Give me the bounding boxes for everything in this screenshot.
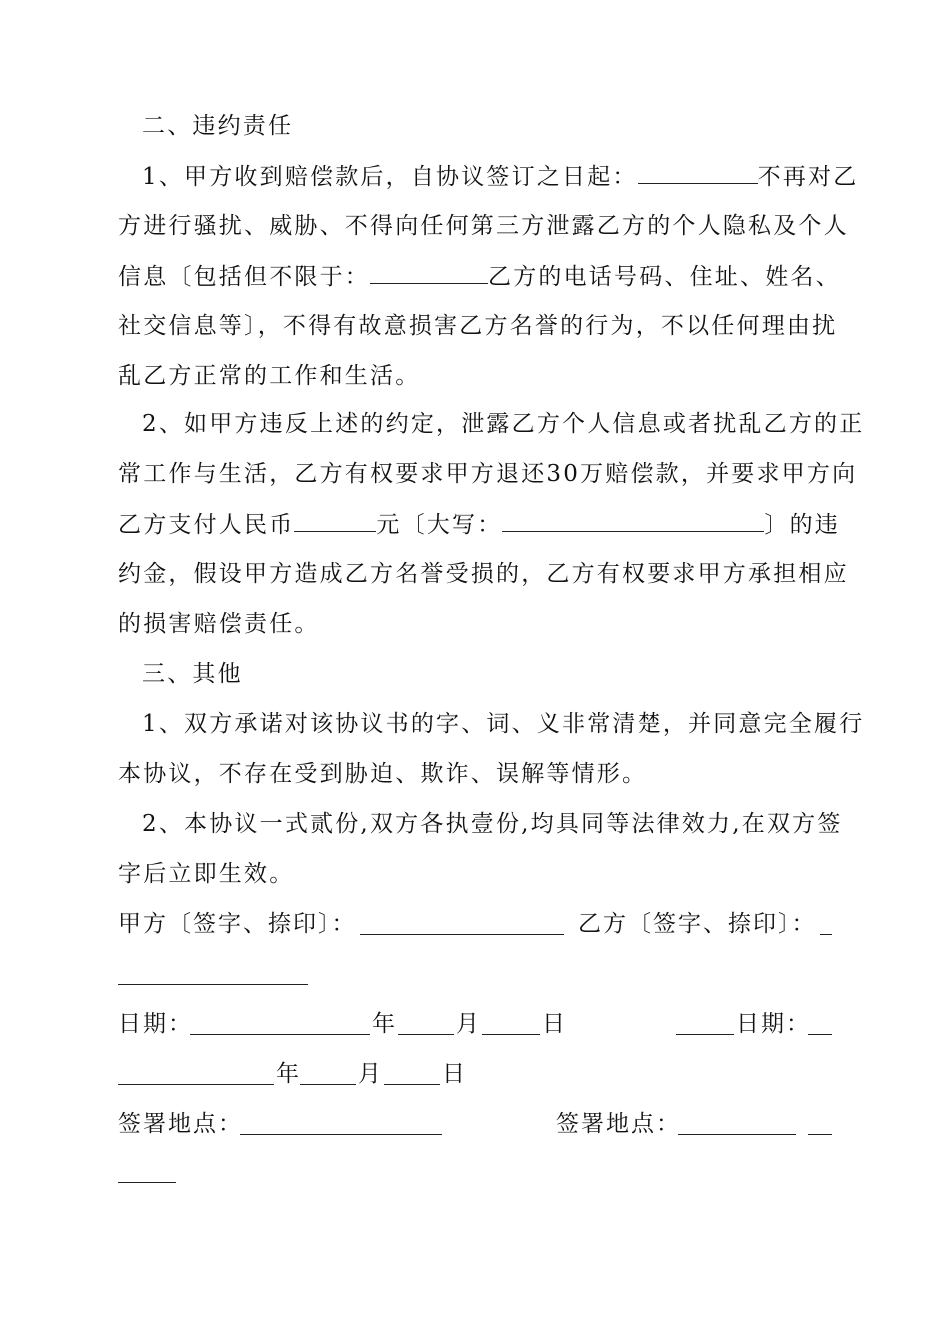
party-b-year-label: 年 — [276, 1061, 301, 1087]
breach-clause1-line4: 社交信息等〕，不得有故意损害乙方名誉的行为，不以任何理由扰 — [118, 313, 838, 339]
party-b-day-blank — [384, 1084, 440, 1085]
other-clause2-line1: 2、本协议一式贰份,双方各执壹份,均具同等法律效力,在双方签 — [142, 811, 843, 837]
party-a-year-label: 年 — [372, 1011, 397, 1037]
party-a-place-label: 签署地点： — [118, 1111, 243, 1137]
other-clause2-line2: 字后立即生效。 — [118, 861, 295, 887]
party-b-month-label: 月 — [358, 1061, 383, 1087]
party-b-place-blank-wrap — [118, 1182, 176, 1183]
blank-field — [370, 261, 488, 284]
breach-clause1-line5: 乱乙方正常的工作和生活。 — [118, 363, 421, 389]
text: 乙方的电话号码、住址、姓名、 — [488, 264, 841, 290]
text: 乙方支付人民币 — [118, 512, 295, 538]
party-a-date-label: 日期： — [118, 1011, 193, 1037]
party-b-place-label: 签署地点： — [556, 1111, 681, 1137]
party-a-day-blank — [482, 1034, 540, 1035]
party-b-day-label: 日 — [442, 1061, 467, 1087]
party-b-date-prefix-blank — [676, 1034, 734, 1035]
text: 元〔大写： — [376, 512, 503, 538]
party-a-month-blank — [398, 1034, 454, 1035]
text: 不再对乙 — [757, 164, 859, 190]
party-a-year-blank — [190, 1034, 370, 1035]
section-heading-other: 三、其他 — [142, 661, 243, 687]
party-b-month-blank — [300, 1084, 356, 1085]
party-b-signature-blank-start — [820, 934, 832, 935]
breach-clause1-line2: 方进行骚扰、威胁、不得向任何第三方泄露乙方的个人隐私及个人 — [118, 213, 849, 239]
text: 1、甲方收到赔偿款后，自协议签订之日起： — [142, 164, 638, 190]
party-a-signature-label: 甲方〔签字、捺印〕： — [118, 911, 357, 937]
blank-field — [638, 161, 758, 184]
party-b-date-label: 日期： — [736, 1011, 811, 1037]
breach-clause2-line1: 2、如甲方违反上述的约定，泄露乙方个人信息或者扰乱乙方的正 — [142, 411, 865, 437]
party-b-signature-label: 乙方〔签字、捺印〕： — [578, 911, 817, 937]
section-heading-breach: 二、违约责任 — [142, 113, 294, 139]
party-a-signature-blank — [360, 934, 564, 935]
text: 信息〔包括但不限于： — [118, 264, 370, 290]
breach-clause1-line1 — [142, 161, 859, 191]
blank-field — [294, 509, 376, 532]
party-b-place-blank — [678, 1134, 796, 1135]
other-clause1-line2: 本协议，不存在受到胁迫、欺诈、误解等情形。 — [118, 761, 648, 787]
blank-field — [502, 509, 764, 532]
party-a-day-label: 日 — [542, 1011, 567, 1037]
party-a-month-label: 月 — [456, 1011, 481, 1037]
party-b-signature-blank-cont — [118, 984, 308, 985]
party-b-year-blank — [118, 1084, 274, 1085]
text: 〕的违 — [764, 512, 841, 538]
breach-clause2-line2: 常工作与生活，乙方有权要求甲方退还30万赔偿款，并要求甲方向 — [118, 461, 858, 487]
party-a-place-blank — [240, 1134, 442, 1135]
breach-clause2-line5: 的损害赔偿责任。 — [118, 611, 320, 637]
party-b-year-blank-start — [808, 1034, 832, 1035]
other-clause1-line1: 1、双方承诺对该协议书的字、词、义非常清楚，并同意完全履行 — [142, 711, 865, 737]
breach-clause1-line3 — [118, 261, 841, 291]
breach-clause2-line4: 约金，假设甲方造成乙方名誉受损的，乙方有权要求甲方承担相应 — [118, 561, 849, 587]
breach-clause2-line3 — [118, 509, 841, 539]
party-b-place-blank-cont — [808, 1134, 832, 1135]
